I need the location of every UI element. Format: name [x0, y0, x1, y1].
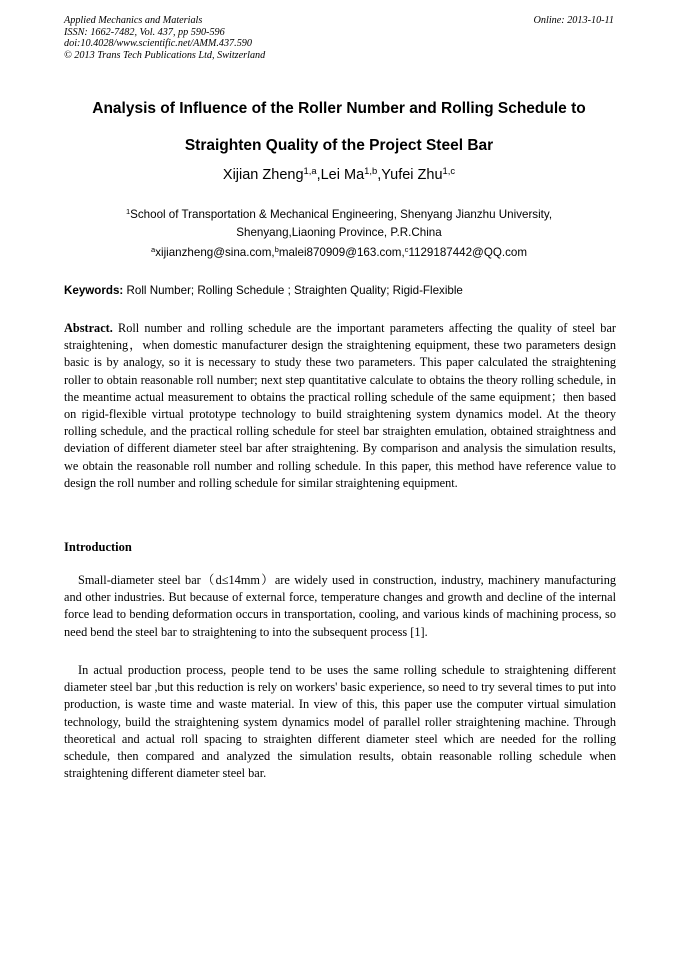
online-date: Online: 2013-10-11: [533, 15, 614, 26]
abstract-label: Abstract.: [64, 321, 113, 335]
email-a-sup: a: [151, 244, 156, 254]
section-heading-introduction: Introduction: [64, 540, 132, 554]
copyright: © 2013 Trans Tech Publications Ltd, Switzerland: [64, 49, 266, 61]
affiliation-line-2: Shenyang,Liaoning Province, P.R.China: [236, 226, 442, 239]
title-line-2: Straighten Quality of the Project Steel Bar: [184, 137, 494, 154]
intro-paragraph-2: In actual production process, people tend to be uses the same rolling schedule to straightening different diameter steel bar ,but this reduction is rely on workers' basic experience, so need to try several times to put into production, is waste time and waste material. In view of this, this paper use the computer virtual simulation technology, build the straightening system dynamics model of parallel roller straightening machine. Through theoretical and actual roll spacing to straighten different diameter steel which are needed for the rolling schedule, then compared and analyzed the simulation results, obtain reasonable rolling schedule when straightening different diameter steel bar.: [64, 663, 616, 781]
issn: ISSN: 1662-7482, Vol. 437, pp 590-596: [64, 26, 225, 38]
title-line-1: Analysis of Influence of the Roller Number and Rolling Schedule to: [92, 100, 586, 117]
keywords-label: Keywords:: [64, 284, 124, 297]
author-1: Xijian Zheng: [222, 167, 304, 183]
doi: doi:10.4028/www.scientific.net/AMM.437.590: [64, 38, 252, 50]
affiliation: [60, 206, 618, 242]
author-2: ,Lei Ma: [316, 167, 365, 183]
email-b: malei870909@163.com,: [278, 246, 405, 259]
author-list: [0, 164, 678, 183]
email-a: xijianzheng@sina.com,: [155, 246, 275, 259]
email-b-sup: b: [274, 244, 279, 254]
intro-paragraph-1: Small-diameter steel bar（d≤14mm）are widely used in construction, industry, machinery manufacturing and other industries. But because of external force, temperature changes and growth and decline of the internal force lead to bending deformation occurs in transportation, cooling, and various kinds of machining process, so need bend the steel bar to straightening to into the subsequent process [1].: [64, 573, 616, 639]
abstract: [64, 320, 616, 492]
affiliation-line-1: School of Transportation & Mechanical Engineering, Shenyang Jianzhu University,: [130, 208, 553, 221]
author-3-sup: 1,c: [442, 164, 456, 176]
author-1-sup: 1,a: [303, 164, 317, 176]
author-2-sup: 1,b: [364, 164, 378, 176]
author-emails: [0, 246, 678, 259]
keywords-text: Roll Number; Rolling Schedule ; Straighten Quality; Rigid-Flexible: [123, 284, 463, 297]
abstract-text: Roll number and rolling schedule are the important parameters affecting the quality of steel bar straightening，when domestic manufacturer design the straightening equipment, these two parameters design basic is by analogy, so it is necessary to study these two parameters. This paper calculated the straightening roller to obtain reasonable roll number; next step quantitative calculate to obtains the theory rolling schedule, in the meantime actual measurement to obtains the practical rolling schedule of the same equipment；then based on rigid-flexible virtual prototype technology to build straightening system dynamics model. At the theory rolling schedule, and the practical rolling schedule for steel bar straighten emulation, obtained straightness and deviation of different diameter steel bar after straightening. By comparison and analysis the simulation results, we obtain the reasonable roll number and rolling schedule. In this paper, this method have reference value to design the roll number and rolling schedule for similar straightening equipment.: [64, 321, 616, 490]
author-3: ,Yufei Zhu: [377, 167, 443, 183]
email-c: 1129187442@QQ.com: [408, 246, 527, 259]
journal-name: Applied Mechanics and Materials: [64, 15, 203, 26]
keywords: [64, 284, 616, 297]
affiliation-sup: 1: [125, 206, 131, 216]
journal-meta: [64, 15, 265, 61]
paper-title: [40, 90, 638, 164]
email-c-sup: c: [404, 244, 409, 254]
